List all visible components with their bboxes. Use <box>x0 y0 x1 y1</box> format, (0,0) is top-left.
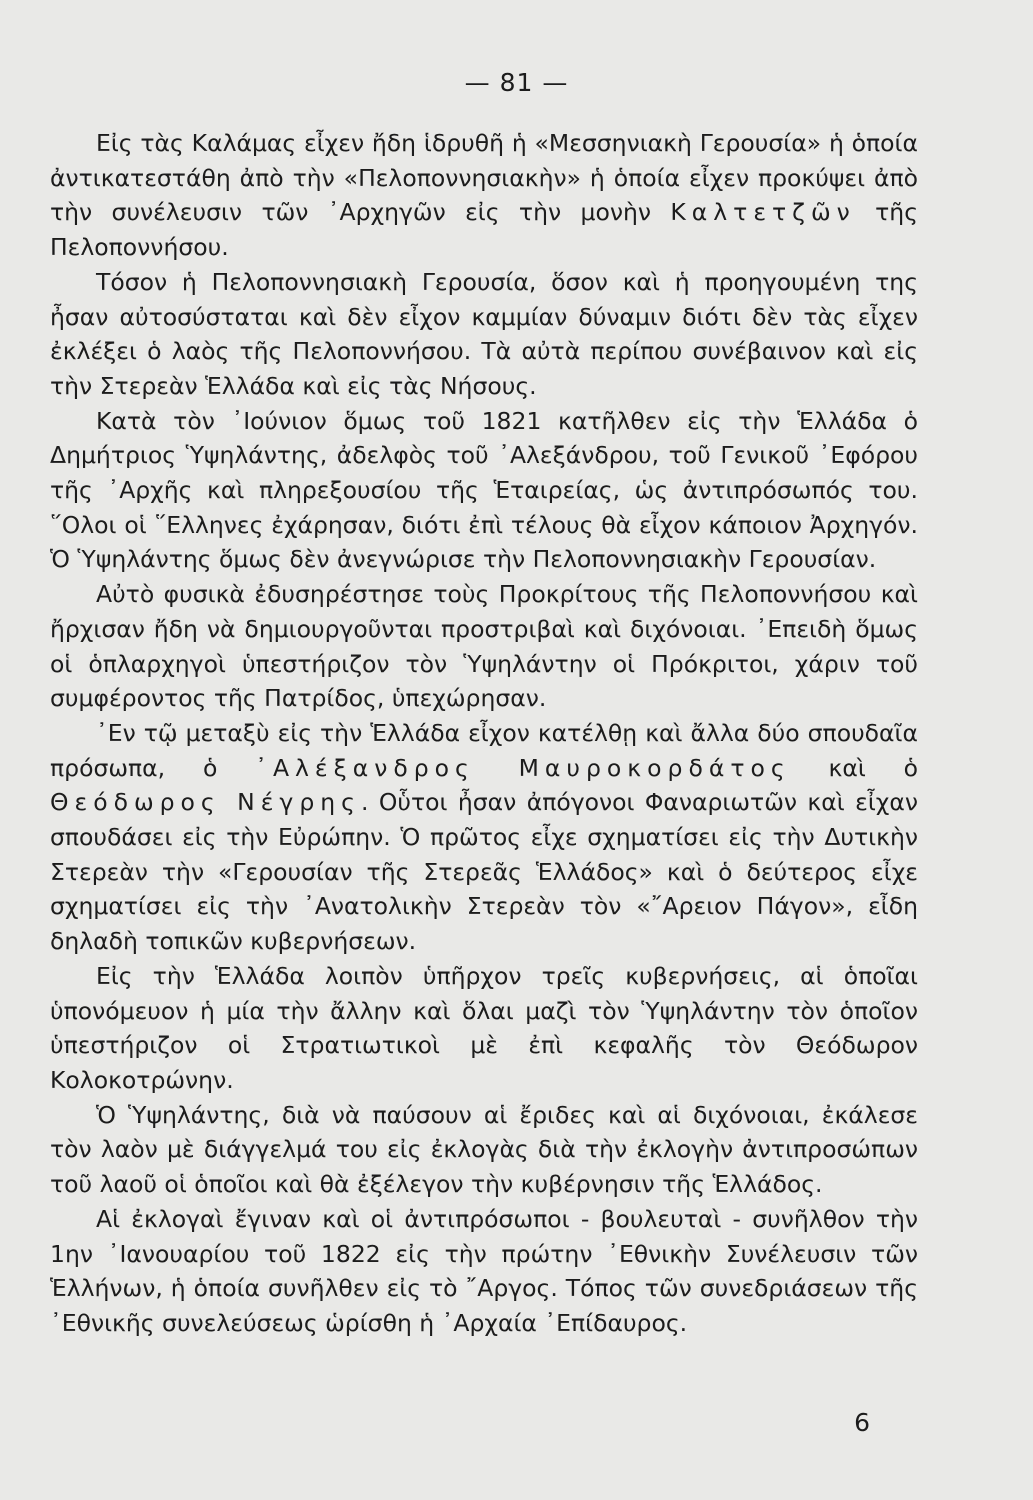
text-segment: τῆς Πελοποννήσου. <box>50 198 918 262</box>
paragraph-kalamata-gerousia <box>50 126 918 265</box>
text-segment: Κατὰ τὸν ᾿Ιούνιον ὅμως τοῦ 1821 κατῆλθεν εἰς τὴν Ἑλλάδα ὁ Δημήτριος Ὑψηλάντης, ἀδελφὸς τοῦ ᾿Αλεξάνδρου, τοῦ Γενικοῦ ᾿Εφόρου τῆς ᾿Αρχῆς καὶ πληρεξουσίου τῆς Ἑταιρείας, ὡς ἀντιπρόσωπός του. ῞Ολοι οἱ ῞Ελληνες ἐχάρησαν, διότι ἐπὶ τέλους θὰ εἶχον κάποιον Ἀρχηγόν. Ὁ Ὑψηλάντης ὅμως δὲν ἀνεγνώρισε τὴν Πελοποννησιακὴν Γερουσίαν. <box>50 406 918 574</box>
signature-mark: 6 <box>854 1408 870 1437</box>
page-number: — 81 — <box>464 68 569 97</box>
paragraph-national-assembly <box>50 1202 918 1341</box>
text-segment: Αὐτὸ φυσικὰ ἐδυσηρέστησε τοὺς Προκρίτους τῆς Πελοποννήσου καὶ ἤρχισαν ἤδη νὰ δημιουργοῦνται προστριβαὶ καὶ διχόνοιαι. ᾿Επειδὴ ὅμως οἱ ὁπλαρχηγοὶ ὑπεστήριζον τὸν Ὑψηλάντην οἱ Πρόκριτοι, χάριν τοῦ συμφέροντος τῆς Πατρίδος, ὑπεχώρησαν. <box>50 580 918 713</box>
text-segment: Τόσον ἡ Πελοποννησιακὴ Γερουσία, ὅσον καὶ ἡ προηγουμένη της ἦσαν αὐτοσύσταται καὶ δὲν εἶχον καμμίαν δύναμιν διότι δὲν τὰς εἶχεν ἐκλέξει ὁ λαὸς τῆς Πελοποννήσου. Τὰ αὐτὰ περίπου συνέβαινον καὶ εἰς τὴν Στερεὰν Ἑλλάδα καὶ εἰς τὰς Νήσους. <box>50 267 918 400</box>
paragraph-notables-displeasure <box>50 577 918 716</box>
paragraph-self-appointed-councils <box>50 265 918 404</box>
text-segment: Αἱ ἐκλογαὶ ἔγιναν καὶ οἱ ἀντιπρόσωποι - βουλευταὶ - συνῆλθον τὴν 1ην ᾿Ιανουαρίου τοῦ 1822 εἰς τὴν πρώτην ᾿Εθνικὴν Συνέλευσιν τῶν Ἑλλήνων, ἡ ὁποία συνῆλθεν εἰς τὸ ῎Αργος. Τόπος τῶν συνεδριάσεων τῆς ᾿Εθνικῆς συνελεύσεως ὡρίσθη ἡ ᾿Αρχαία ᾿Επίδαυρος. <box>50 1204 918 1337</box>
text-segment: καὶ ὁ <box>790 753 918 782</box>
spaced-name-mavrokordatos: ᾿Αλέξανδρος Μαυροκορδάτος <box>255 753 791 782</box>
text-segment: ᾿Εν τῷ μεταξὺ εἰς τὴν Ἑλλάδα εἶχον κατέλθῃ καὶ ἄλλα δύο σπουδαῖα πρόσωπα, ὁ <box>50 718 918 782</box>
paragraph-mavrokordatos-negris <box>50 716 918 959</box>
body-text <box>50 126 918 1341</box>
text-segment: Ὁ Ὑψηλάντης, διὰ νὰ παύσουν αἱ ἔριδες καὶ αἱ διχόνοιαι, ἐκάλεσε τὸν λαὸν μὲ διάγγελμά του εἰς ἐκλογὰς διὰ τὴν ἐκλογὴν ἀντιπροσώπων τοῦ λαοῦ οἱ ὁποῖοι καὶ θὰ ἐξέλεγον τὴν κυβέρνησιν τῆς Ἑλλάδος. <box>50 1100 918 1199</box>
text-segment: Εἰς τὴν Ἑλλάδα λοιπὸν ὑπῆρχον τρεῖς κυβερνήσεις, αἱ ὁποῖαι ὑπονόμευον ἡ μία τὴν ἄλλην καὶ ὅλαι μαζὶ τὸν Ὑψηλάντην τὸν ὁποῖον ὑπεστήριζον οἱ Στρατιωτικοὶ μὲ ἐπὶ κεφαλῆς τὸν Θεόδωρον Κολοκοτρώνην. <box>50 961 918 1094</box>
paragraph-ypsilantis-arrival <box>50 404 918 578</box>
paragraph-elections-called <box>50 1098 918 1202</box>
spaced-name-negris: Θεόδωρος Νέγρης <box>50 788 361 817</box>
spaced-name-kaltetzon: Καλτετζῶν <box>670 198 856 227</box>
paragraph-three-governments <box>50 959 918 1098</box>
text-segment: . Οὗτοι ἦσαν ἀπόγονοι Φαναριωτῶν καὶ εἶχαν σπουδάσει εἰς τὴν Εὐρώπην. Ὁ πρῶτος εἶχε σχηματίσει εἰς τὴν Δυτικὴν Στερεὰν τὴν «Γερουσίαν τῆς Στερεᾶς Ἑλλάδος» καὶ ὁ δεύτερος εἶχε σχηματίσει εἰς τὴν ᾿Ανατολικὴν Στερεὰν τὸν «῎Αρειον Πάγον», εἶδη δηλαδὴ τοπικῶν κυβερνήσεων. <box>50 788 918 956</box>
text-segment: Εἰς τὰς Καλάμας εἶχεν ἤδη ἱδρυθῆ ἡ «Μεσσηνιακὴ Γερουσία» ἡ ὁποία ἀντικατεστάθη ἀπὸ τὴν «Πελοποννησιακὴν» ἡ ὁποία εἶχεν προκύψει ἀπὸ τὴν συνέλευσιν τῶν ᾿Αρχηγῶν εἰς τὴν μονὴν <box>50 129 918 227</box>
